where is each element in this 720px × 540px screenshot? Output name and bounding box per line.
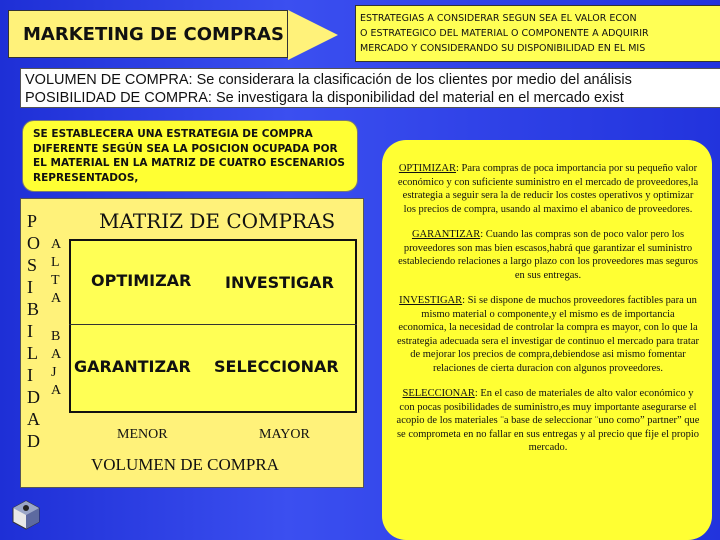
y-axis-letter: O bbox=[27, 233, 40, 253]
arrow-right-icon bbox=[288, 10, 338, 60]
baja-letter: B bbox=[51, 329, 61, 344]
alta-letter: A bbox=[51, 291, 62, 306]
desc-body: : Para compras de poca importancia por su pequeño valor económico y con suficiente suministro en el mercado de proveedores,la estrategia a seguir sera la de reducir los costes operativos y optimizar los precios de compra, usando al maximo el abanico de proveedores. bbox=[397, 163, 699, 215]
baja-letter: J bbox=[51, 365, 57, 380]
purchase-matrix bbox=[20, 198, 364, 488]
cell-garantizar: GARANTIZAR bbox=[74, 357, 191, 376]
matrix-title: MATRIZ DE COMPRAS bbox=[99, 209, 336, 233]
strategy-box bbox=[355, 5, 720, 62]
y-axis-letter: B bbox=[27, 299, 40, 319]
baja-letter: A bbox=[51, 347, 62, 362]
page-title-text: MARKETING DE COMPRAS bbox=[23, 23, 284, 45]
cell-seleccionar: SELECCIONAR bbox=[214, 357, 339, 376]
desc-garantizar bbox=[396, 228, 700, 282]
y-axis-letter: I bbox=[27, 365, 33, 385]
alta-letter: T bbox=[51, 273, 60, 288]
matrix-grid bbox=[69, 239, 357, 413]
desc-head: INVESTIGAR bbox=[399, 295, 463, 306]
matrix-divider bbox=[69, 324, 357, 325]
alta-letter: L bbox=[51, 255, 60, 270]
desc-investigar bbox=[396, 294, 700, 375]
strategy-note-text: SE ESTABLECERA UNA ESTRATEGIA DE COMPRA DIFERENTE SEGÚN SEA LA POSICION OCUPADA POR EL MATERIAL EN LA MATRIZ DE CUATRO ESCENARIOS REPRESENTADOS, bbox=[33, 128, 345, 184]
desc-body: : Cuando las compras son de poco valor pero los proveedores son mas bien escasos,habrá que garantizar el suministro estableciendo relaciones a largo plazo con los proveedores mas seguros en sus entregas. bbox=[398, 229, 698, 281]
strategy-line: MERCADO Y CONSIDERANDO SU DISPONIBILIDAD EN EL MIS bbox=[360, 43, 646, 54]
strategy-line: O ESTRATEGICO DEL MATERIAL O COMPONENTE A ADQUIRIR bbox=[360, 28, 649, 39]
desc-head: SELECCIONAR bbox=[402, 388, 475, 399]
y-axis-letter: I bbox=[27, 321, 33, 341]
desc-head: OPTIMIZAR bbox=[398, 163, 457, 174]
desc-body: : En el caso de materiales de alto valor económico y con pocas posibilidades de suministro,es muy importante asegurarse el acopio de los materiales ¨a base de seleccionar ¨uno como” partner” que se comprometa en no fallar en sus entregas y al precio que fije el propio mercado. bbox=[396, 388, 700, 453]
strategy-descriptions bbox=[382, 140, 712, 540]
desc-seleccionar bbox=[396, 387, 700, 455]
cell-optimizar: OPTIMIZAR bbox=[91, 271, 192, 290]
logo-icon bbox=[12, 500, 40, 530]
baja-letter: A bbox=[51, 383, 62, 398]
strategy-note bbox=[22, 120, 358, 192]
y-axis-letter: A bbox=[27, 409, 40, 429]
alta-letter: A bbox=[51, 237, 62, 252]
y-axis-letter: S bbox=[27, 255, 38, 275]
possibility-definition: POSIBILIDAD DE COMPRA: Se investigara la disponibilidad del material en el mercado exist bbox=[25, 90, 624, 106]
x-axis-high: MAYOR bbox=[259, 427, 310, 442]
y-axis-letter: L bbox=[27, 343, 38, 363]
x-axis-title: VOLUMEN DE COMPRA bbox=[91, 455, 279, 474]
volume-definition: VOLUMEN DE COMPRA: Se considerara la clasificación de los clientes por medio del análisis bbox=[25, 72, 632, 88]
page-title bbox=[8, 10, 288, 58]
y-axis-letter: P bbox=[27, 211, 38, 231]
y-axis-letter: D bbox=[27, 431, 40, 451]
desc-head: GARANTIZAR bbox=[411, 229, 481, 240]
info-band bbox=[20, 68, 720, 108]
y-axis-letter: D bbox=[27, 387, 40, 407]
desc-optimizar bbox=[396, 162, 700, 216]
desc-body: : Si se dispone de muchos proveedores factibles para un mismo material o componente,y el mismo es de importancia economica, la necesidad de controlar la compra es mayor, con lo que la estrategia adecuada sera el investigar de continuo el mercado para tratar de mejorar los precios de compra,debiendose asi mismo fomentar relaciones de cierta duracion con algunos proveedores. bbox=[396, 295, 699, 374]
x-axis-low: MENOR bbox=[117, 427, 168, 442]
strategy-line: ESTRATEGIAS A CONSIDERAR SEGUN SEA EL VALOR ECON bbox=[360, 13, 637, 24]
y-axis-letter: I bbox=[27, 277, 33, 297]
cell-investigar: INVESTIGAR bbox=[225, 273, 334, 292]
